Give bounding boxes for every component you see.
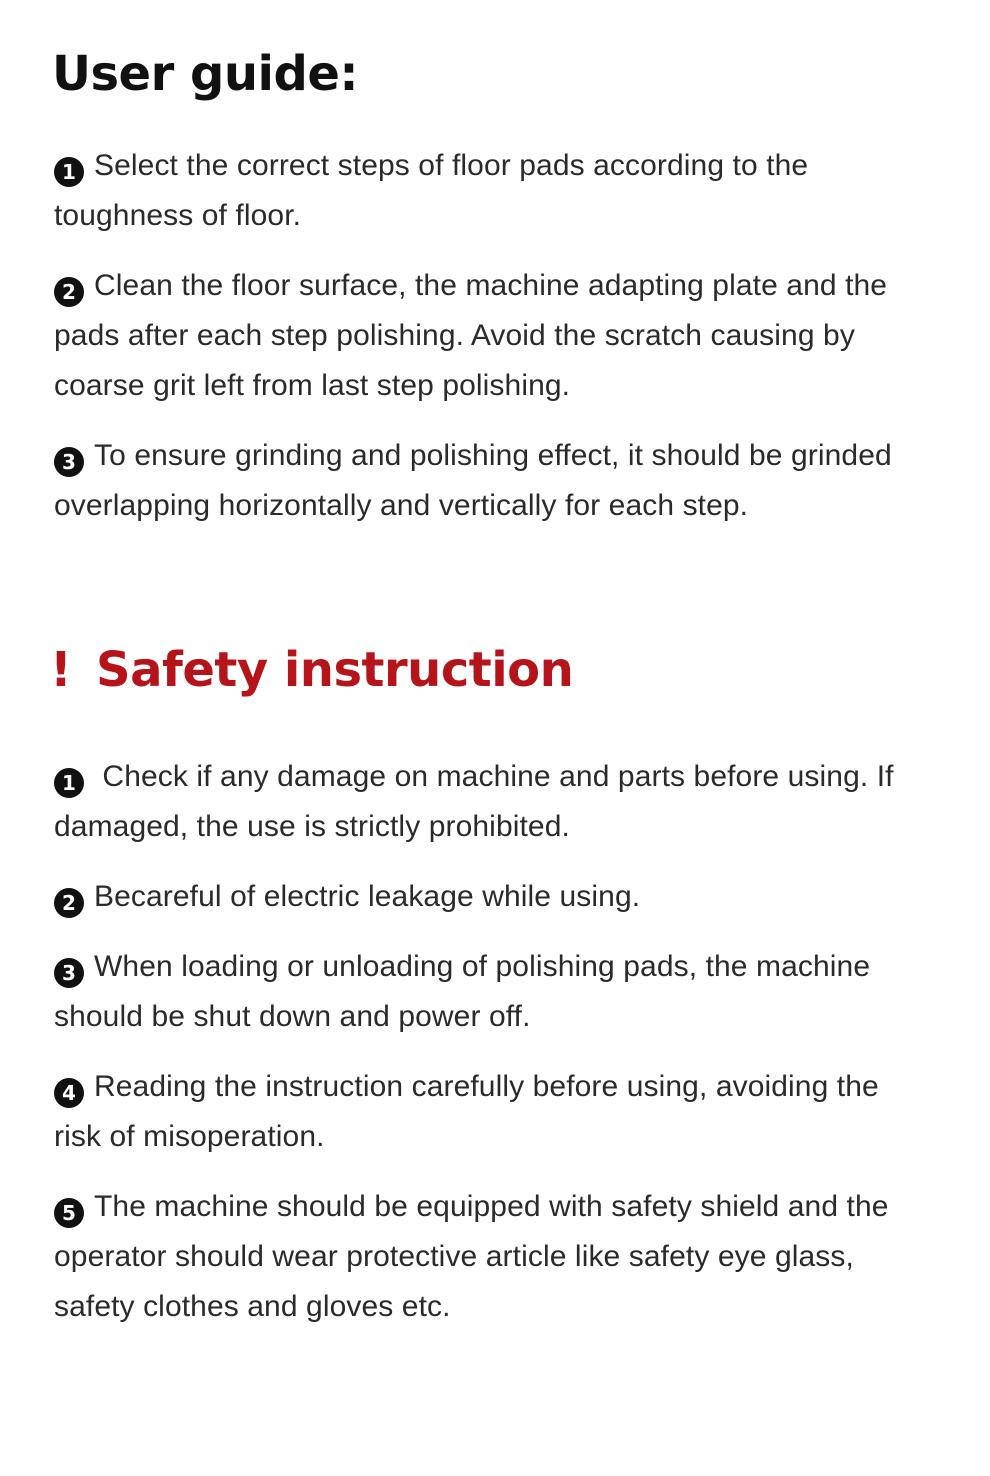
safety-title-text: Safety instruction	[96, 642, 574, 698]
safety-item-2	[54, 872, 934, 922]
number-badge-2: 2	[54, 277, 84, 307]
safety-item-text: Becareful of electric leakage while using.	[94, 880, 641, 913]
safety-item-text: The machine should be equipped with safety shield and the operator should wear protective article like safety eye glass, safety clothes and gloves etc.	[54, 1190, 889, 1323]
user-guide-item-text: Clean the floor surface, the machine adapting plate and the pads after each step polishing. Avoid the scratch causing by coarse grit left from last step polishing.	[54, 269, 888, 402]
safety-item-4	[54, 1062, 934, 1162]
safety-item-text: Check if any damage on machine and parts before using. If damaged, the use is strictly prohibited.	[54, 760, 894, 843]
safety-title	[50, 640, 573, 700]
user-guide-item-2	[54, 261, 934, 411]
user-guide-item-text: To ensure grinding and polishing effect, it should be grinded overlapping horizontally and vertically for each step.	[54, 439, 892, 522]
user-guide-list	[54, 141, 934, 551]
safety-item-1	[54, 752, 934, 852]
safety-item-text: When loading or unloading of polishing pads, the machine should be shut down and power off.	[54, 950, 871, 1033]
number-badge-1: 1	[54, 157, 84, 187]
number-badge-1: 1	[54, 768, 84, 798]
number-badge-3: 3	[54, 958, 84, 988]
number-badge-2: 2	[54, 888, 84, 918]
user-guide-item-3	[54, 431, 934, 531]
warning-exclamation-icon: !	[50, 642, 72, 698]
safety-item-text: Reading the instruction carefully before using, avoiding the risk of misoperation.	[54, 1070, 879, 1153]
number-badge-4: 4	[54, 1078, 84, 1108]
number-badge-5: 5	[54, 1198, 84, 1228]
user-guide-item-text: Select the correct steps of floor pads according to the toughness of floor.	[54, 149, 809, 232]
user-guide-title: User guide:	[52, 46, 359, 102]
safety-item-5	[54, 1182, 934, 1332]
number-badge-3: 3	[54, 447, 84, 477]
user-guide-item-1	[54, 141, 934, 241]
safety-list	[54, 752, 934, 1352]
safety-item-3	[54, 942, 934, 1042]
